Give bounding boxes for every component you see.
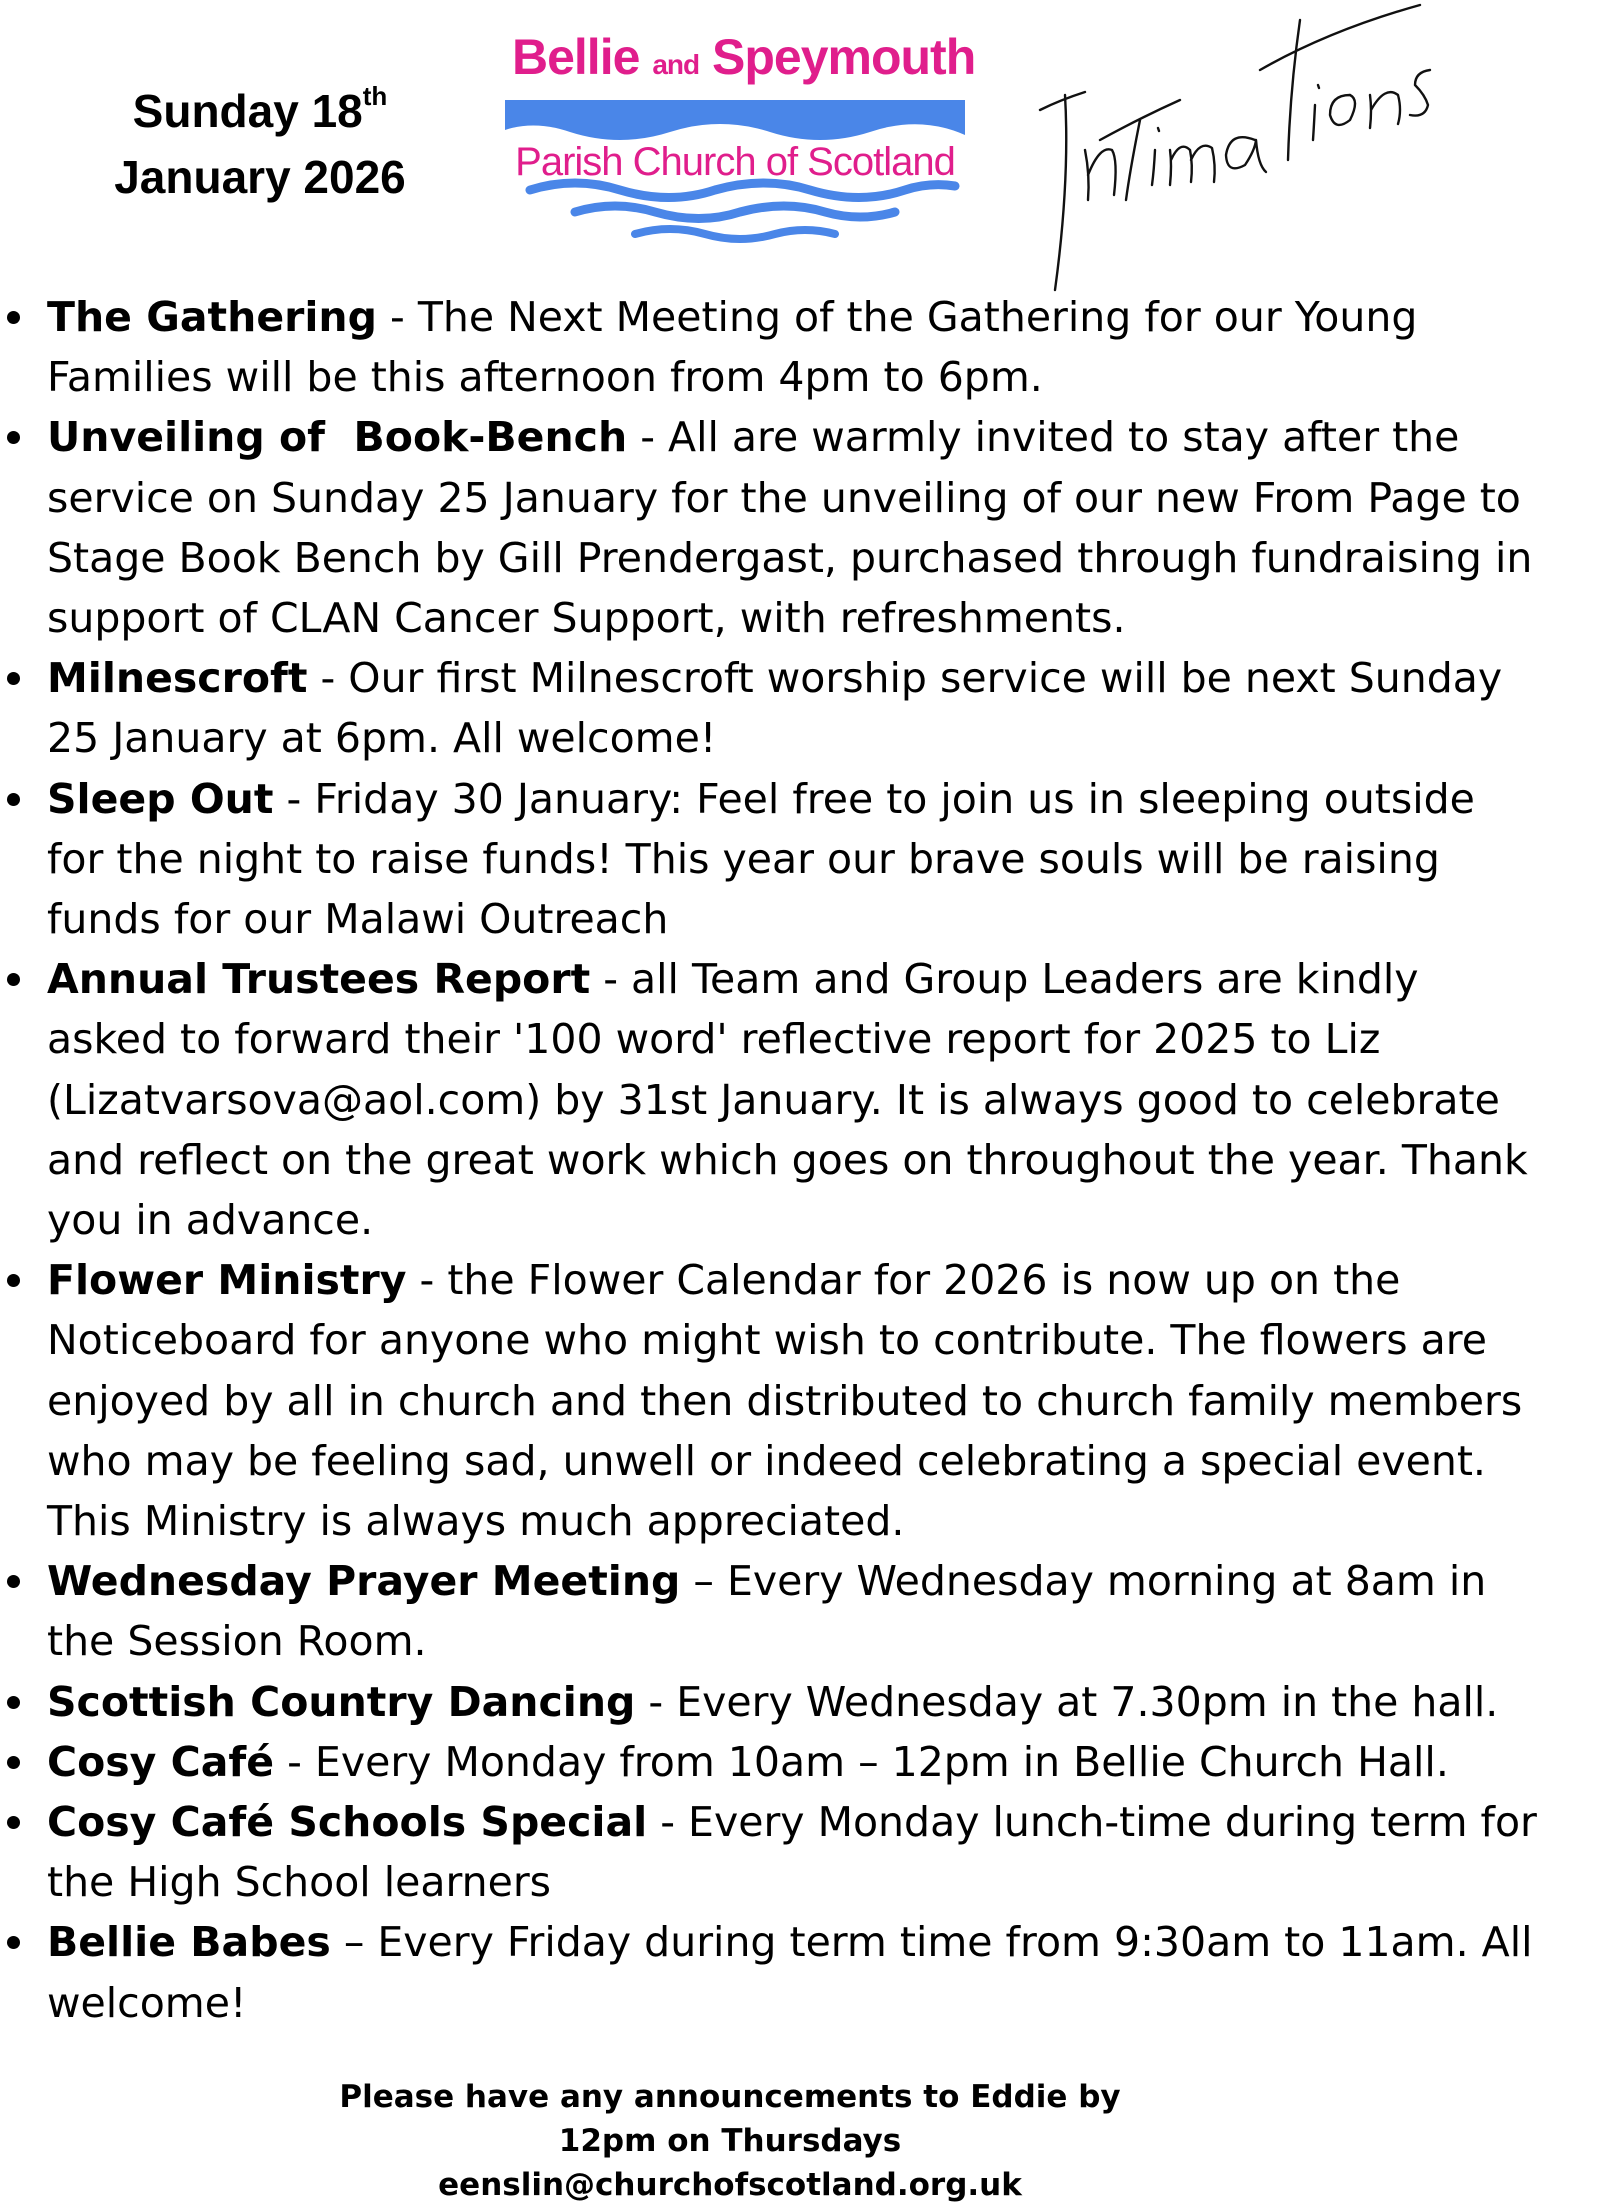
logo-subtitle: Parish Church of Scotland (515, 140, 955, 184)
notice-title: Cosy Café Schools Special (47, 1798, 648, 1847)
bullet-icon (7, 973, 20, 986)
notice-title: Unveiling of Book-Bench (47, 413, 628, 462)
bullet-icon (7, 1816, 20, 1829)
notice-title: Cosy Café (47, 1737, 275, 1786)
notice-item (0, 1792, 1540, 1912)
bullet-icon (7, 1756, 20, 1769)
date-line-1: Sunday 18th (132, 80, 388, 137)
notice-text: - Every Monday from 10am – 12pm in Bellie Church Hall. (274, 1737, 1449, 1786)
notice-text: - Our first Milnescroft worship service will be next Sunday 25 January at 6pm. All welcome! (47, 654, 1503, 763)
notice-text: - Every Monday lunch-time during term for the High School learners (47, 1798, 1537, 1907)
footer-line-2: 12pm on Thursdays (558, 2123, 902, 2159)
bullet-icon (7, 1696, 20, 1709)
bullet-icon (7, 311, 20, 324)
notice-text: – Every Friday during term time from 9:30am to 11am. All welcome! (47, 1918, 1533, 2027)
notice-text: – Every Wednesday morning at 8am in the Session Room. (47, 1557, 1487, 1666)
notice-title: Milnescroft (47, 654, 308, 703)
notice-item (0, 1250, 1540, 1551)
footer-line-1: Please have any announcements to Eddie by (339, 2079, 1121, 2115)
church-logo (500, 22, 976, 267)
footer-email: eenslin@churchofscotland.org.uk (438, 2167, 1022, 2203)
notice-title: Bellie Babes (47, 1918, 331, 1967)
notice-title: The Gathering (47, 293, 377, 341)
bullet-icon (7, 1575, 20, 1588)
notice-title: Scottish Country Dancing (47, 1677, 636, 1726)
notice-item (0, 648, 1540, 768)
notice-text: - Every Wednesday at 7.30pm in the hall. (635, 1677, 1499, 1726)
bullet-icon (7, 431, 20, 444)
notices-list (0, 287, 1540, 2033)
bullet-icon (7, 793, 20, 806)
date-line-2: January 2026 (114, 151, 406, 203)
bullet-icon (7, 1936, 20, 1949)
notice-item (0, 1672, 1540, 1732)
notice-item (0, 407, 1540, 648)
notice-item (0, 1732, 1540, 1792)
notice-title: Flower Ministry (47, 1256, 407, 1305)
announcements-footer (230, 2075, 1230, 2207)
bullet-icon (7, 1274, 20, 1287)
notice-item (0, 1912, 1540, 2032)
notice-title: Annual Trustees Report (47, 955, 591, 1004)
notice-text: - Friday 30 January: Feel free to join us in sleeping outside for the night to raise funds! This year our brave souls will be raising funds for our Malawi Outreach (47, 774, 1475, 944)
intimations-script-title (1030, 0, 1450, 300)
notice-item (0, 1551, 1540, 1671)
bullet-icon (7, 672, 20, 685)
notice-item (0, 287, 1540, 407)
notice-title: Wednesday Prayer Meeting (47, 1557, 681, 1606)
notice-title: Sleep Out (47, 774, 274, 823)
notice-text: - all Team and Group Leaders are kindly asked to forward their '100 word' reflective report for 2025 to Liz (Lizatvarsova@aol.com) by 31st January. It is always good to celebrate and reflect on the great work which goes on throughout the year. Thank you in advance. (47, 955, 1528, 1245)
notice-item (0, 769, 1540, 950)
date-ordinal-suffix: th (362, 80, 388, 111)
logo-title: Bellie and Speymouth (512, 29, 976, 85)
notice-text: - All are warmly invited to stay after the service on Sunday 25 January for the unveiling of our new From Page to Stage Book Bench by Gill Prendergast, purchased through fundraising in support of CLAN Cancer Support, with refreshments. (47, 413, 1533, 643)
notice-text: - the Flower Calendar for 2026 is now up on the Noticeboard for anyone who might wish to contribute. The flowers are enjoyed by all in church and then distributed to church family members who may be feeling sad, unwell or indeed celebrating a special event. This Ministry is always much appreciated. (47, 1256, 1523, 1546)
service-date (60, 78, 460, 210)
notice-item (0, 949, 1540, 1250)
notice-text: - The Next Meeting of the Gathering for our Young Families will be this afternoon from 4pm to 6pm. (47, 293, 1418, 402)
